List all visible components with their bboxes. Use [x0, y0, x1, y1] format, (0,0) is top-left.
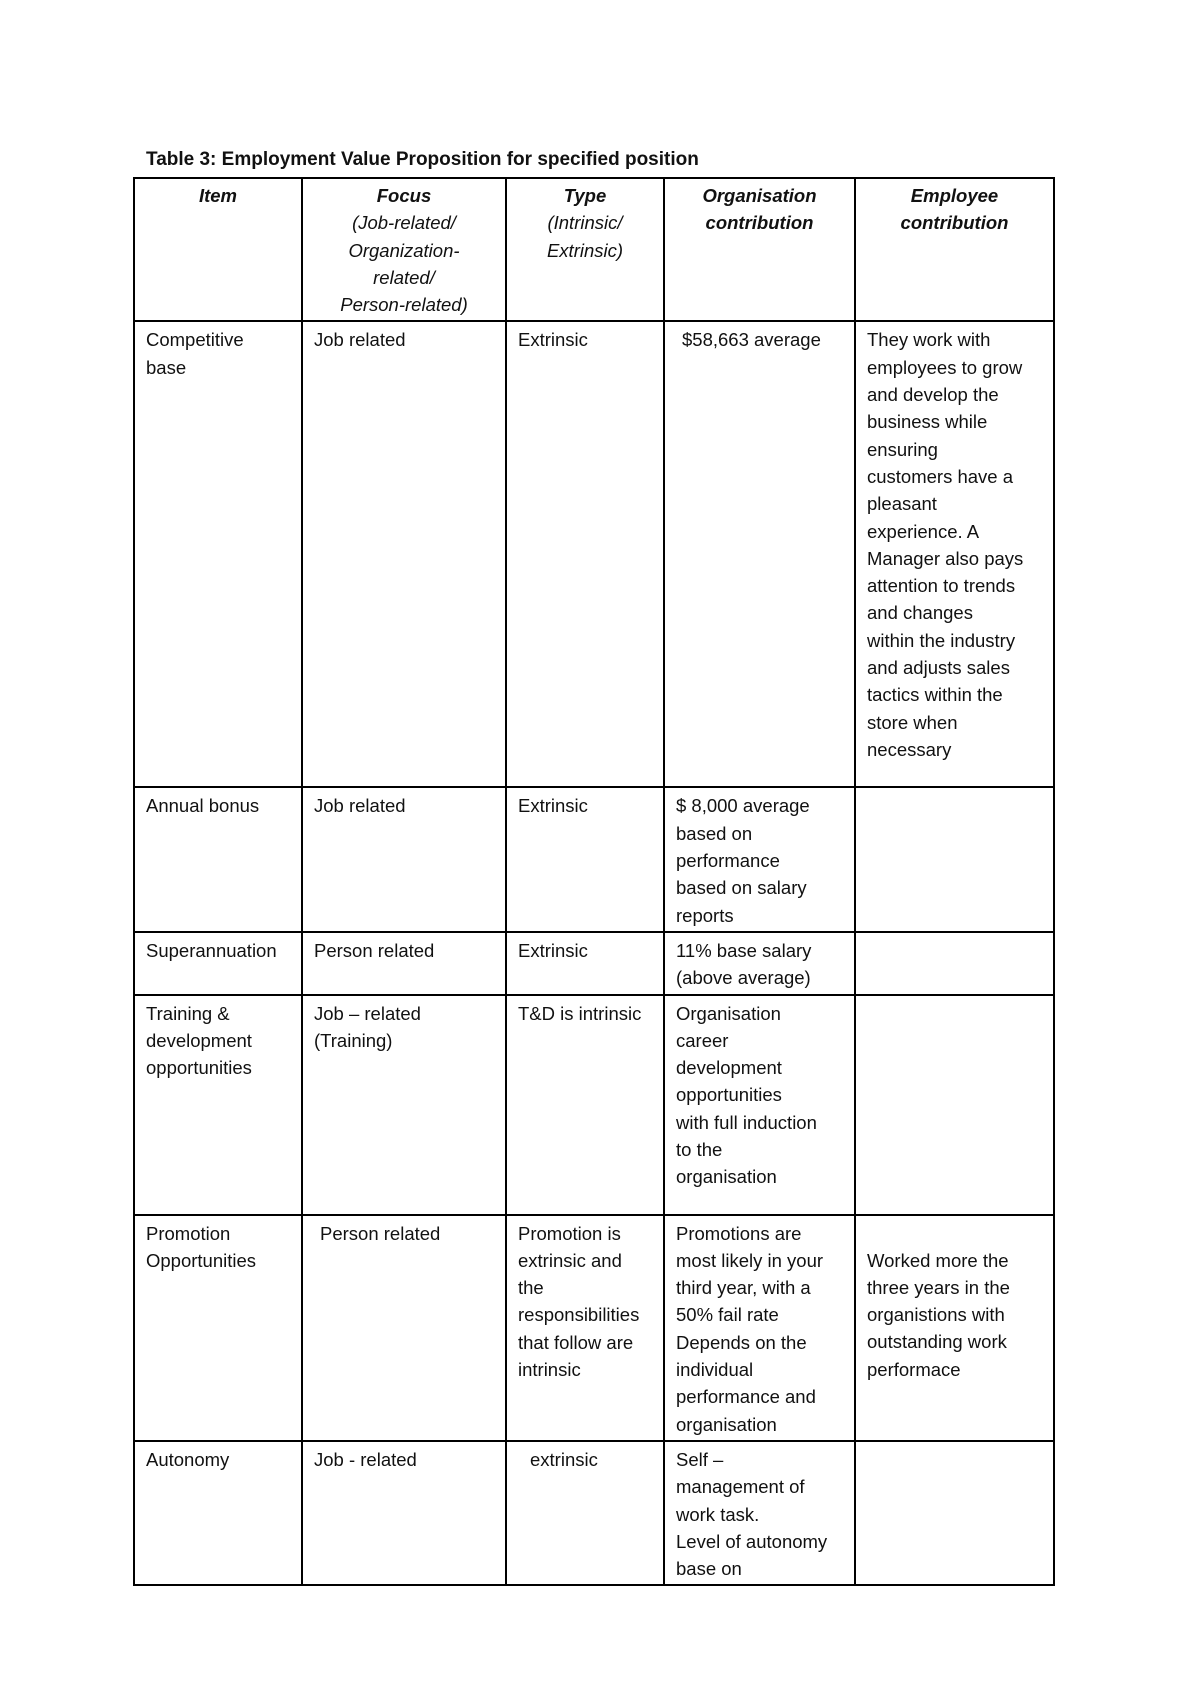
cell-employee-contribution: They work with employees to grow and develop the business while ensuring customers have a pleasant experience. A Manager also pays attention to trends and changes within the industry and adjusts sales tactics within the store when necessary: [855, 321, 1054, 787]
cell-item: Promotion Opportunities: [134, 1215, 302, 1441]
header-type-sublabel: (Intrinsic/ Extrinsic): [546, 212, 624, 261]
cell-organisation-contribution: Self – management of work task. Level of autonomy base on: [664, 1441, 855, 1585]
header-type-label: Type: [563, 185, 607, 206]
table-row: [134, 321, 1054, 787]
cell-focus: Job - related: [302, 1441, 506, 1585]
cell-item: Competitive base: [134, 321, 302, 787]
header-item: [134, 178, 302, 321]
header-focus-label: Focus: [376, 185, 432, 206]
cell-employee-contribution: [855, 787, 1054, 931]
table-row: [134, 1215, 1054, 1441]
cell-focus: Job – related (Training): [302, 995, 506, 1215]
cell-focus: Job related: [302, 787, 506, 931]
cell-type: Extrinsic: [506, 321, 664, 787]
table-header-row: [134, 178, 1054, 321]
cell-focus: Job related: [302, 321, 506, 787]
cell-organisation-contribution: $ 8,000 average based on performance based on salary reports: [664, 787, 855, 931]
cell-focus: Person related: [302, 1215, 506, 1441]
cell-type: Extrinsic: [506, 932, 664, 995]
header-employee-contribution: [855, 178, 1054, 321]
table-row: [134, 995, 1054, 1215]
cell-item: Annual bonus: [134, 787, 302, 931]
cell-type: Extrinsic: [506, 787, 664, 931]
cell-employee-contribution: Worked more the three years in the organistions with outstanding work performace: [855, 1215, 1054, 1441]
cell-organisation-contribution: Promotions are most likely in your third year, with a 50% fail rate Depends on the individual performance and organisation: [664, 1215, 855, 1441]
cell-type: Promotion is extrinsic and the responsibilities that follow are intrinsic: [506, 1215, 664, 1441]
table-caption: Table 3: Employment Value Proposition for specified position: [146, 149, 699, 170]
cell-employee-contribution: [855, 932, 1054, 995]
cell-type: T&D is intrinsic: [506, 995, 664, 1215]
evp-table: [133, 177, 1055, 1586]
table-row: [134, 932, 1054, 995]
cell-type: extrinsic: [506, 1441, 664, 1585]
header-type: [506, 178, 664, 321]
cell-item: Superannuation: [134, 932, 302, 995]
header-organisation-label: Organisation contribution: [702, 185, 817, 234]
cell-organisation-contribution: 11% base salary (above average): [664, 932, 855, 995]
cell-item: Training & development opportunities: [134, 995, 302, 1215]
cell-item: Autonomy: [134, 1441, 302, 1585]
header-employee-label: Employee contribution: [900, 185, 1009, 234]
table-row: [134, 1441, 1054, 1585]
cell-employee-contribution: [855, 1441, 1054, 1585]
header-organisation-contribution: [664, 178, 855, 321]
cell-organisation-contribution: Organisation career development opportunities with full induction to the organisation: [664, 995, 855, 1215]
header-focus: [302, 178, 506, 321]
cell-employee-contribution: [855, 995, 1054, 1215]
header-focus-sublabel: (Job-related/ Organization- related/ Person-related): [340, 212, 468, 316]
cell-focus: Person related: [302, 932, 506, 995]
cell-organisation-contribution: $58,663 average: [664, 321, 855, 787]
table-row: [134, 787, 1054, 931]
header-item-label: Item: [198, 185, 238, 206]
